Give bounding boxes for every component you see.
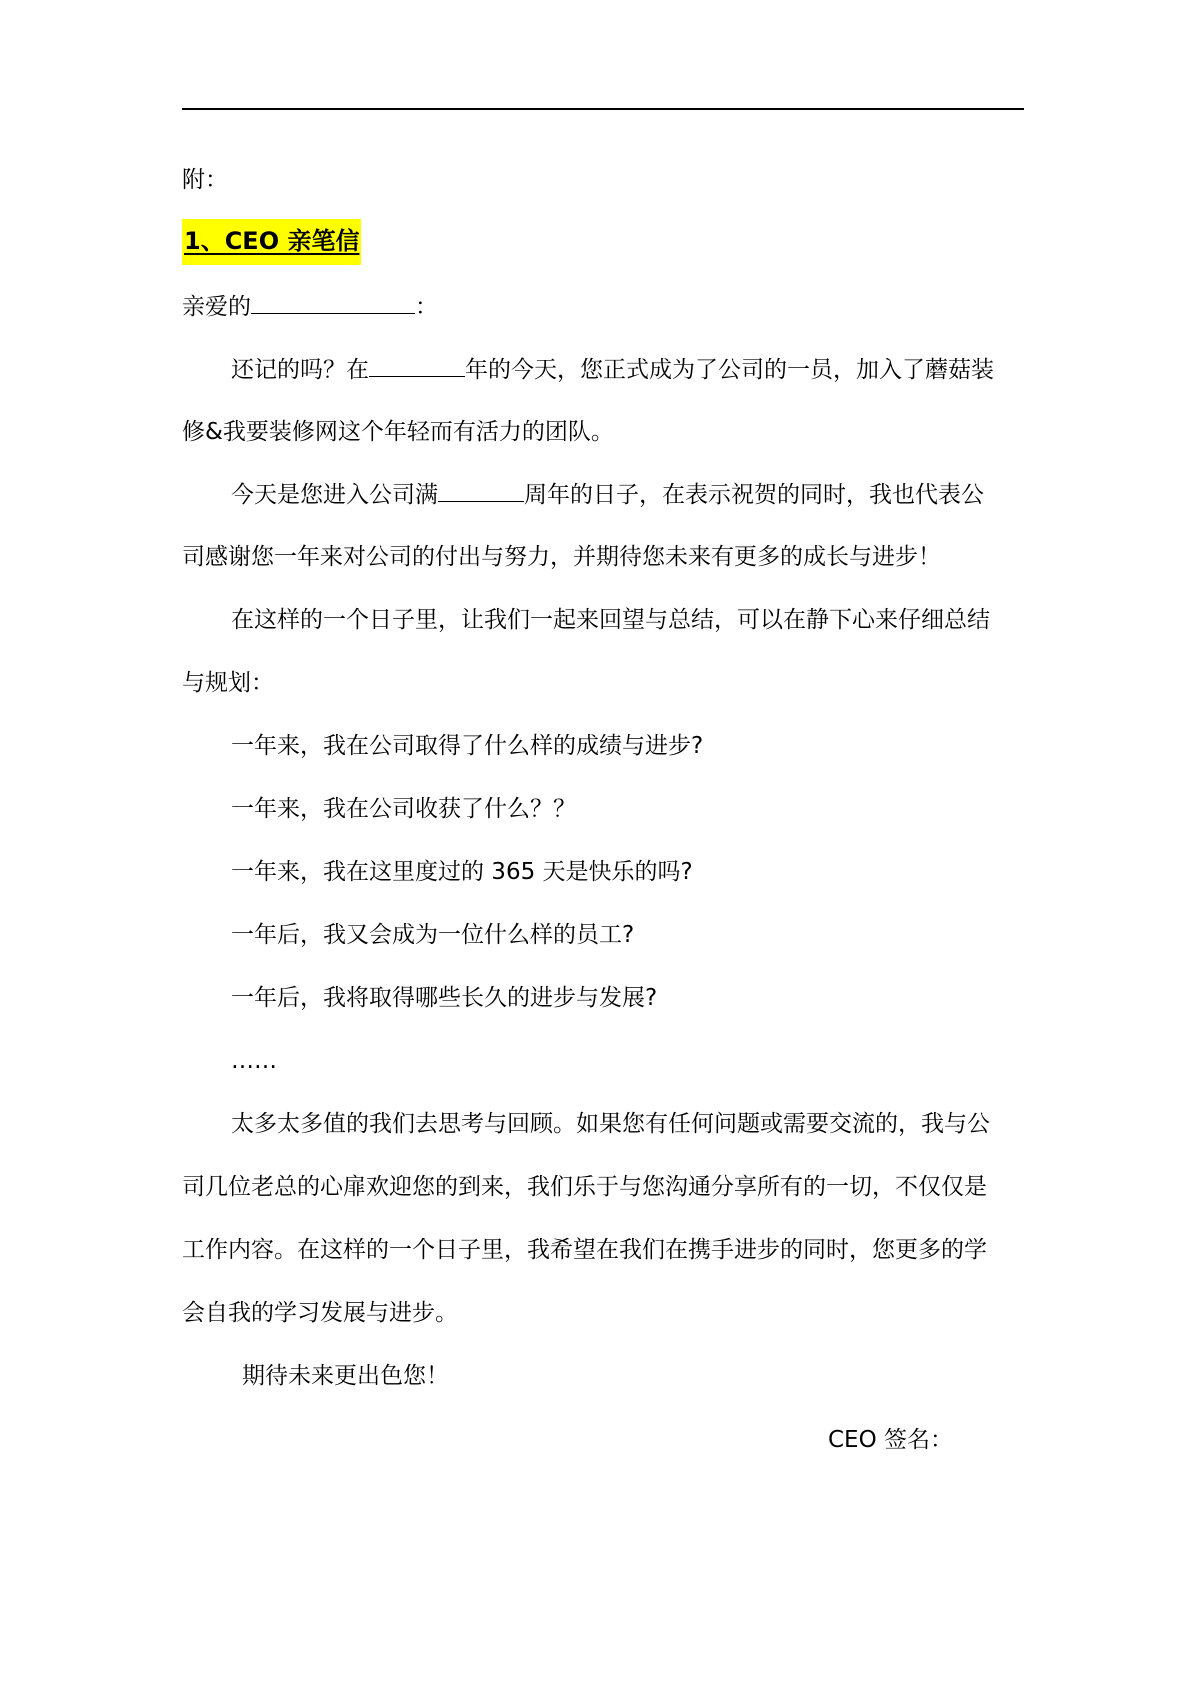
para1-part1: 还记的吗？在	[231, 357, 369, 383]
para2-line2: 司感谢您一年来对公司的付出与努力，并期待您未来有更多的成长与进步！	[182, 544, 941, 570]
para2-line1	[231, 475, 1024, 515]
question-3: 一年来，我在这里度过的 365 天是快乐的吗?	[231, 859, 693, 885]
header-rule	[182, 108, 1024, 110]
question-4: 一年后，我又会成为一位什么样的员工?	[231, 922, 635, 948]
para3-line2: 与规划：	[182, 670, 274, 696]
para2-part2: 周年的日子，在表示祝贺的同时，我也代表公	[524, 482, 984, 508]
year-blank	[369, 350, 465, 377]
closing-line: 期待未来更出色您！	[242, 1363, 449, 1389]
salutation-suffix: ：	[415, 294, 438, 320]
para2-part1: 今天是您进入公司满	[231, 482, 438, 508]
section-heading	[182, 221, 1024, 261]
para1-line2: 修&我要装修网这个年轻而有活力的团队。	[182, 419, 614, 445]
question-2: 一年来，我在公司收获了什么？？	[231, 796, 576, 822]
para4-line2: 司几位老总的心扉欢迎您的到来，我们乐于与您沟通分享所有的一切，不仅仅是	[182, 1174, 987, 1200]
heading-text: 1、CEO 亲笔信	[182, 219, 361, 265]
para3-line1: 在这样的一个日子里，让我们一起来回望与总结，可以在静下心来仔细总结	[231, 607, 990, 633]
question-5: 一年后，我将取得哪些长久的进步与发展?	[231, 985, 658, 1011]
name-blank	[251, 287, 415, 314]
para4-line4: 会自我的学习发展与进步。	[182, 1300, 458, 1326]
para1-line1	[231, 350, 1024, 390]
anniversary-blank	[438, 475, 524, 502]
para4-line1: 太多太多值的我们去思考与回顾。如果您有任何问题或需要交流的，我与公	[231, 1111, 990, 1137]
ellipsis: ……	[231, 1048, 277, 1074]
salutation-prefix: 亲爱的	[182, 294, 251, 320]
ceo-signature-label: CEO 签名：	[828, 1427, 954, 1453]
para4-line3: 工作内容。在这样的一个日子里，我希望在我们在携手进步的同时，您更多的学	[182, 1237, 987, 1263]
salutation	[182, 287, 1024, 327]
attachment-label: 附：	[182, 167, 228, 193]
question-1: 一年来，我在公司取得了什么样的成绩与进步?	[231, 733, 704, 759]
para1-part2: 年的今天，您正式成为了公司的一员，加入了蘑菇装	[465, 357, 994, 383]
